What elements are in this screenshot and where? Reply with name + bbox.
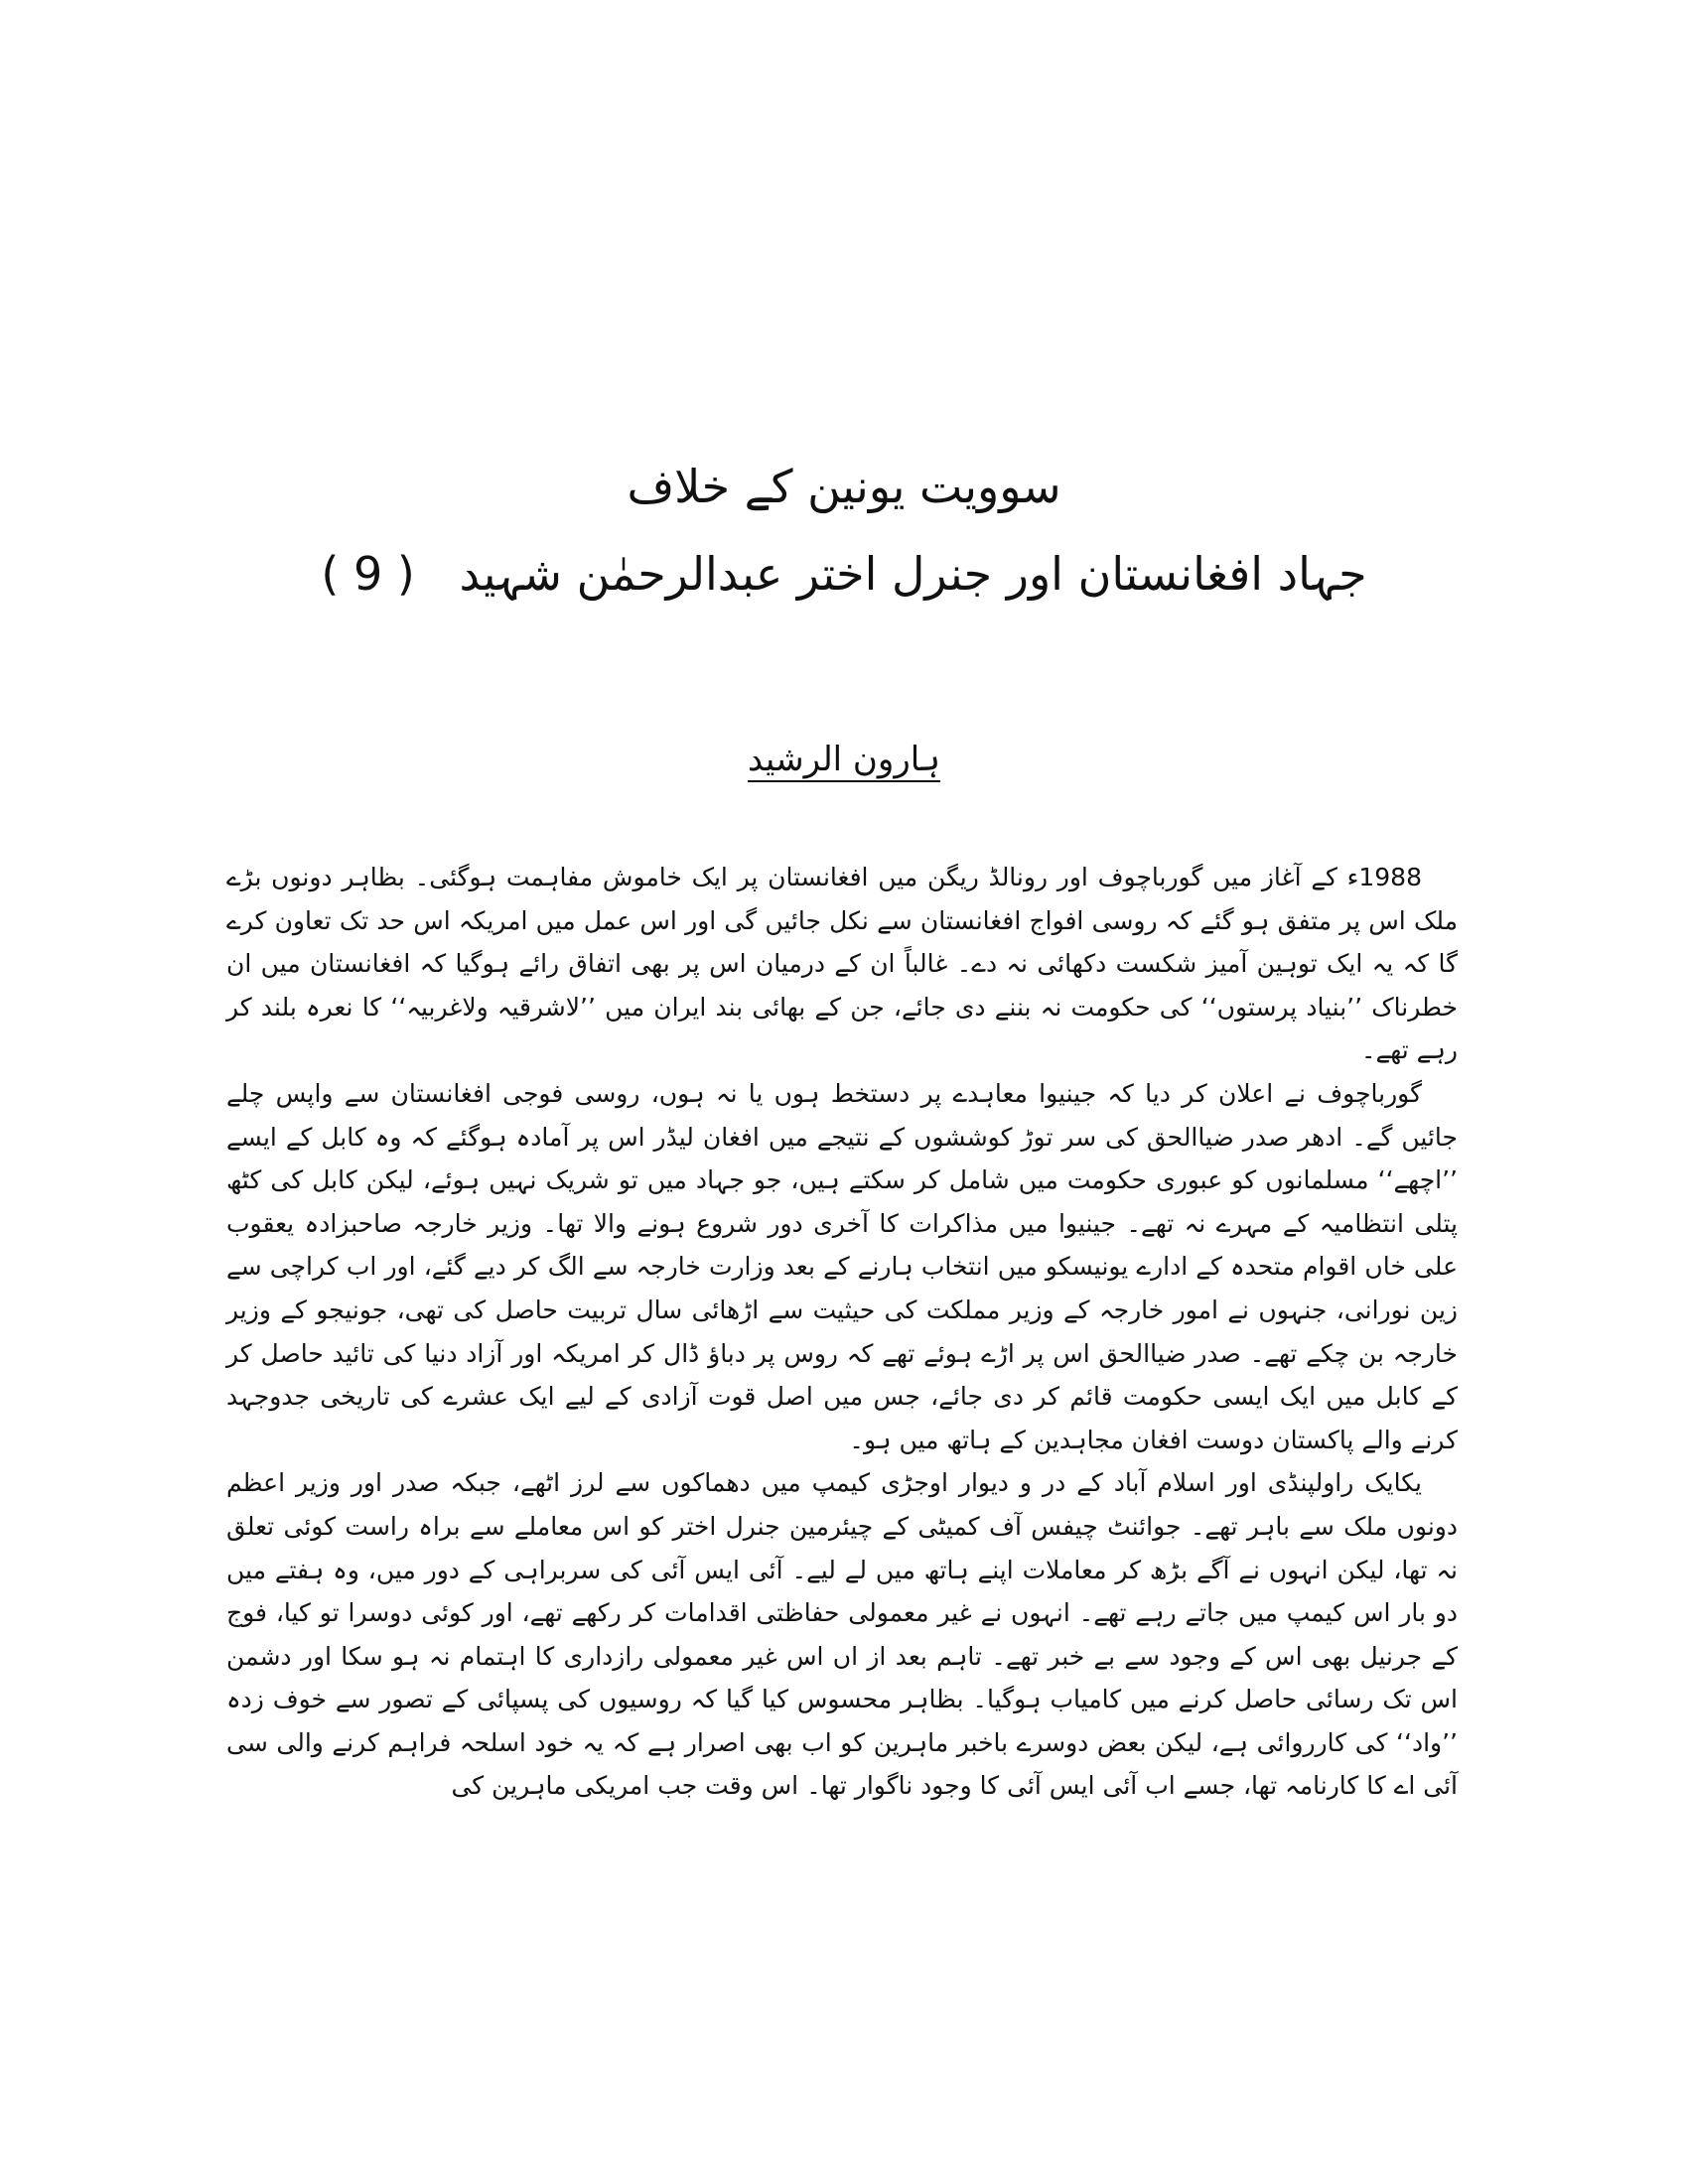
paragraph-1: 1988ء کے آغاز میں گورباچوف اور رونالڈ ریگن میں افغانستان پر ایک خاموش مفاہمت ہوگئی۔ بظاہر دونوں بڑے ملک اس پر متفق ہو گئے کہ روسی افواج افغانستان سے نکل جائیں گی اور اس عمل میں امریکہ اس حد تک تعاون کرے گا کہ یہ ایک توہین آمیز شکست دکھائی نہ دے۔ غالباً ان کے درمیان اس پر بھی اتفاق رائے ہوگیا کہ افغانستان میں ان خطرناک ’’بنیاد پرستوں‘‘ کی حکومت نہ بننے دی جائے، جن کے بھائی بند ایران میں ’’لاشرقیہ ولاغربیہ‘‘ کا نعرہ بلند کر رہے تھے۔: [226, 863, 1458, 1065]
page-subtitle-row: [199, 539, 1489, 609]
paragraph-2: گورباچوف نے اعلان کر دیا کہ جینیوا معاہدے پر دستخط ہوں یا نہ ہوں، روسی فوجی افغانستان سے واپس چلے جائیں گے۔ ادھر صدر ضیاالحق کی سر توڑ کوششوں کے نتیجے میں افغان لیڈر اس پر آمادہ ہوگئے کہ وہ کابل کے ایسے ’’اچھے‘‘ مسلمانوں کو عبوری حکومت میں شامل کر سکتے ہیں، جو جہاد میں تو شریک نہیں ہوئے، لیکن کابل کی کٹھ پتلی انتظامیہ کے مہرے نہ تھے۔ جینیوا میں مذاکرات کا آخری دور شروع ہونے والا تھا۔ وزیر خارجہ صاحبزادہ یعقوب علی خاں اقوام متحدہ کے ادارے یونیسکو میں انتخاب ہارنے کے بعد وزارت خارجہ سے الگ کر دیے گئے، اور اب کراچی سے زین نورانی، جنہوں نے امور خارجہ کے وزیر مملکت کی حیثیت سے اڑھائی سال تربیت حاصل کی تھی، جونیجو کے وزیر خارجہ بن چکے تھے۔ صدر ضیاالحق اس پر اڑے ہوئے تھے کہ روس پر دباؤ ڈال کر امریکہ اور آزاد دنیا کی تائید حاصل کر کے کابل میں ایک ایسی حکومت قائم کر دی جائے، جس میں اصل قوت آزادی کے لیے ایک عشرے کی تاریخی جدوجہد کرنے والے پاکستان دوست افغان مجاہدین کے ہاتھ میں ہو۔: [226, 1078, 1458, 1454]
page-subtitle: جہاد افغانستان اور جنرل اختر عبدالرحمٰن شہید: [459, 547, 1367, 601]
paragraph-3: یکایک راولپنڈی اور اسلام آباد کے در و دیوار اوجڑی کیمپ میں دھماکوں سے لرز اٹھے، جبکہ صدر اور وزیر اعظم دونوں ملک سے باہر تھے۔ جوائنٹ چیفس آف کمیٹی کے چیئرمین جنرل اختر کو اس معاملے سے براہ راست کوئی تعلق نہ تھا، لیکن انہوں نے آگے بڑھ کر معاملات اپنے ہاتھ میں لے لیے۔ آئی ایس آئی کی سربراہی کے دور میں، وہ ہفتے میں دو بار اس کیمپ میں جاتے رہے تھے۔ انہوں نے غیر معمولی حفاظتی اقدامات کر رکھے تھے، اور کوئی دوسرا تو کیا، فوج کے جرنیل بھی اس کے وجود سے بے خبر تھے۔ تاہم بعد از اں اس غیر معمولی رازداری کا اہتمام نہ ہو سکا اور دشمن اس تک رسائی حاصل کرنے میں کامیاب ہوگیا۔ بظاہر محسوس کیا گیا کہ روسیوں کی پسپائی کے تصور سے خوف زدہ ’’واد‘‘ کی کارروائی ہے، لیکن بعض دوسرے باخبر ماہرین کو اب بھی اصرار ہے کہ یہ خود اسلحہ فراہم کرنے والی سی آئی اے کا کارنامہ تھا، جسے اب آئی ایس آئی کا وجود ناگوار تھا۔ اس وقت جب امریکی ماہرین کی: [226, 1468, 1458, 1801]
title-block: [199, 452, 1489, 609]
author-byline: [199, 735, 1489, 784]
episode-number: ( 9 ): [321, 547, 415, 601]
page-title: سوویت یونین کے خلاف: [627, 460, 1061, 513]
article-body: [226, 856, 1458, 1808]
author-name: ہارون الرشید: [747, 740, 941, 779]
